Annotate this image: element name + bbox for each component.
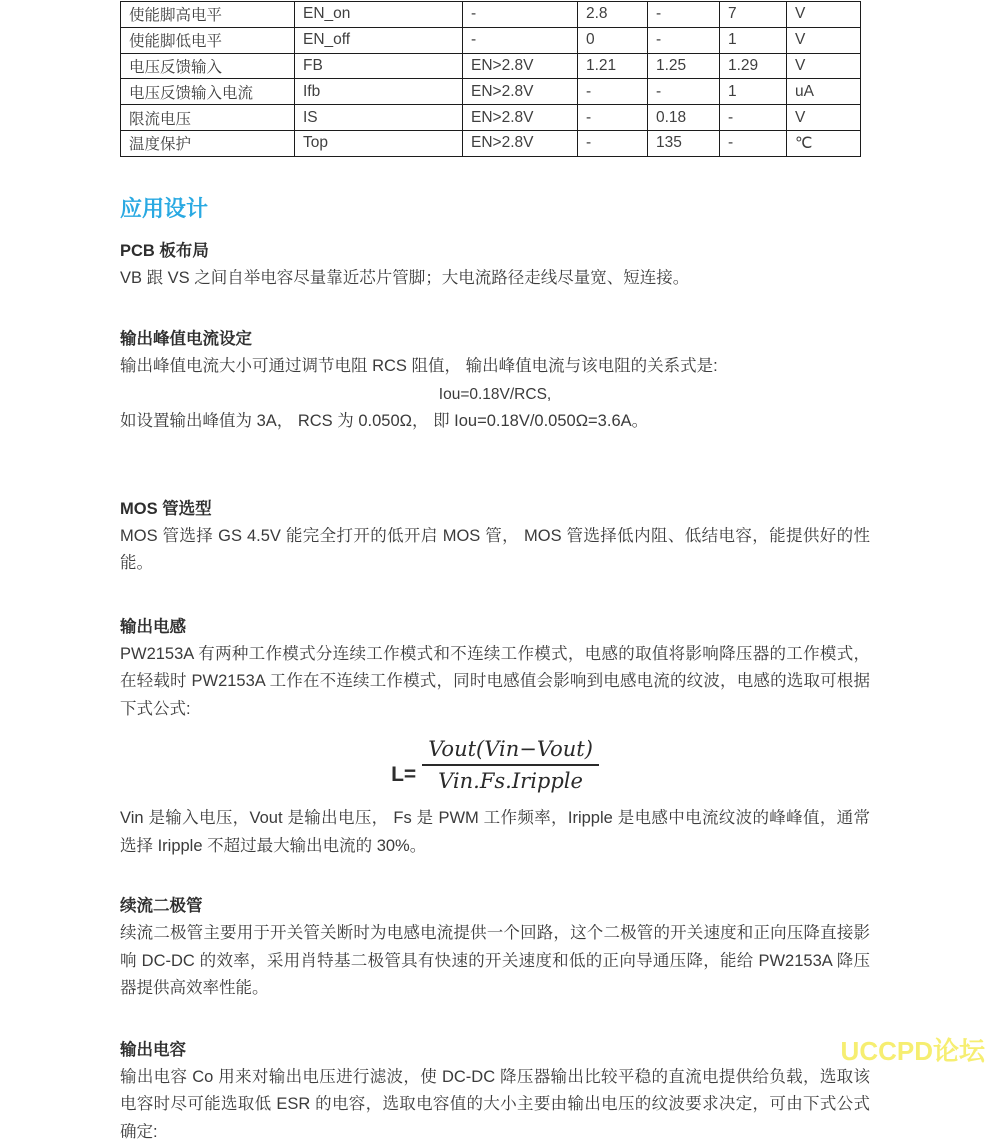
typ-cell: - bbox=[648, 2, 720, 28]
formula-fraction bbox=[422, 737, 599, 793]
subsection-body: MOS 管选择 GS 4.5V 能完全打开的低开启 MOS 管， MOS 管选择低内阻、低结电容，能提供好的性能。 bbox=[120, 526, 870, 573]
symbol-cell: Top bbox=[295, 130, 463, 156]
subsection-heading: PCB 板布局 bbox=[120, 241, 209, 260]
typ-cell: - bbox=[648, 27, 720, 53]
param-cell: 电压反馈输入电流 bbox=[121, 79, 295, 105]
max-cell: - bbox=[720, 130, 787, 156]
condition-cell: EN>2.8V bbox=[463, 79, 578, 105]
unit-cell: V bbox=[787, 53, 861, 79]
subsection-heading: MOS 管选型 bbox=[120, 499, 212, 518]
subsection-body: PW2153A 有两种工作模式分连续工作模式和不连续工作模式，电感的取值将影响降压器的工作模式，在轻载时 PW2153A 工作在不连续工作模式，同时电感值会影响到电感电流的纹波，电感的选取可根据下式公式: bbox=[120, 644, 870, 718]
param-cell: 使能脚低电平 bbox=[121, 27, 295, 53]
param-cell: 电压反馈输入 bbox=[121, 53, 295, 79]
subsection-body: 续流二极管主要用于开关管关断时为电感电流提供一个回路，这个二极管的开关速度和正向压降直接影响 DC-DC 的效率，采用肖特基二极管具有快速的开关速度和低的正向导通压降，能给 PW2153A 降压器提供高效率性能。 bbox=[120, 924, 870, 998]
unit-cell: V bbox=[787, 2, 861, 28]
typ-cell: 0.18 bbox=[648, 105, 720, 131]
min-cell: - bbox=[578, 105, 648, 131]
table-row bbox=[121, 130, 861, 156]
max-cell: 1 bbox=[720, 27, 787, 53]
symbol-cell: IS bbox=[295, 105, 463, 131]
condition-cell: EN>2.8V bbox=[463, 130, 578, 156]
subsection-pcb-layout bbox=[120, 238, 870, 293]
formula-denominator: Vin.Fs.Iripple bbox=[438, 769, 583, 794]
min-cell: - bbox=[578, 79, 648, 105]
table-row bbox=[121, 79, 861, 105]
min-cell: 2.8 bbox=[578, 2, 648, 28]
unit-cell: uA bbox=[787, 79, 861, 105]
subsection-freewheeling-diode bbox=[120, 893, 870, 1003]
subsection-body: 输出电容 Co 用来对输出电压进行滤波，使 DC-DC 降压器输出比较平稳的直流电提供给负载，选取该电容时尽可能选取低 ESR 的电容，选取电容值的大小主要由输出电压的纹波要求决定，可由下式公式确定: bbox=[120, 1067, 870, 1141]
symbol-cell: EN_off bbox=[295, 27, 463, 53]
max-cell: 7 bbox=[720, 2, 787, 28]
subsection-heading: 输出峰值电流设定 bbox=[120, 330, 252, 349]
electrical-characteristics-table bbox=[120, 1, 861, 157]
max-cell: - bbox=[720, 105, 787, 131]
unit-cell: V bbox=[787, 27, 861, 53]
max-cell: 1 bbox=[720, 79, 787, 105]
subsection-heading: 输出电容 bbox=[120, 1040, 186, 1059]
section-title-application-design: 应用设计 bbox=[120, 195, 209, 221]
subsection-body: VB 跟 VS 之间自举电容尽量靠近芯片管脚；大电流路径走线尽量宽、短连接。 bbox=[120, 268, 690, 287]
symbol-cell: Ifb bbox=[295, 79, 463, 105]
param-cell: 温度保护 bbox=[121, 130, 295, 156]
subsection-peak-current bbox=[120, 326, 870, 436]
forum-watermark: UCCPD论坛 bbox=[840, 1036, 985, 1066]
page-content bbox=[120, 0, 870, 1146]
condition-cell: - bbox=[463, 2, 578, 28]
table-row bbox=[121, 27, 861, 53]
condition-cell: EN>2.8V bbox=[463, 105, 578, 131]
max-cell: 1.29 bbox=[720, 53, 787, 79]
typ-cell: 1.25 bbox=[648, 53, 720, 79]
unit-cell: ℃ bbox=[787, 130, 861, 156]
symbol-cell: EN_on bbox=[295, 2, 463, 28]
param-cell: 限流电压 bbox=[121, 105, 295, 131]
subsection-note: Vin 是输入电压，Vout 是输出电压， Fs 是 PWM 工作频率，Iripple 是电感中电流纹波的峰峰值，通常选择 Iripple 不超过最大输出电流的 30%。 bbox=[120, 809, 870, 855]
subsection-mos-selection bbox=[120, 496, 870, 578]
condition-cell: - bbox=[463, 27, 578, 53]
min-cell: 0 bbox=[578, 27, 648, 53]
subsection-heading: 输出电感 bbox=[120, 617, 186, 636]
min-cell: - bbox=[578, 130, 648, 156]
table-row bbox=[121, 2, 861, 28]
param-cell: 使能脚高电平 bbox=[121, 2, 295, 28]
condition-cell: EN>2.8V bbox=[463, 53, 578, 79]
typ-cell: 135 bbox=[648, 130, 720, 156]
subsection-body-line1: 输出峰值电流大小可通过调节电阻 RCS 阻值， 输出峰值电流与该电阻的关系式是: bbox=[120, 357, 718, 376]
formula-lhs: L= bbox=[391, 763, 417, 787]
table-row bbox=[121, 105, 861, 131]
unit-cell: V bbox=[787, 105, 861, 131]
subsection-heading: 续流二极管 bbox=[120, 897, 203, 916]
min-cell: 1.21 bbox=[578, 53, 648, 79]
symbol-cell: FB bbox=[295, 53, 463, 79]
subsection-output-inductor bbox=[120, 614, 870, 861]
formula-numerator: Vout(Vin−Vout) bbox=[422, 737, 599, 766]
subsection-output-capacitor bbox=[120, 1037, 870, 1146]
inductor-formula bbox=[120, 737, 870, 793]
typ-cell: - bbox=[648, 79, 720, 105]
subsection-body-line2: 如设置输出峰值为 3A， RCS 为 0.050Ω， 即 Iou=0.18V/0.050Ω=3.6A。 bbox=[120, 412, 649, 431]
inline-formula-iou: Iou=0.18V/RCS, bbox=[438, 385, 552, 403]
table-row bbox=[121, 53, 861, 79]
